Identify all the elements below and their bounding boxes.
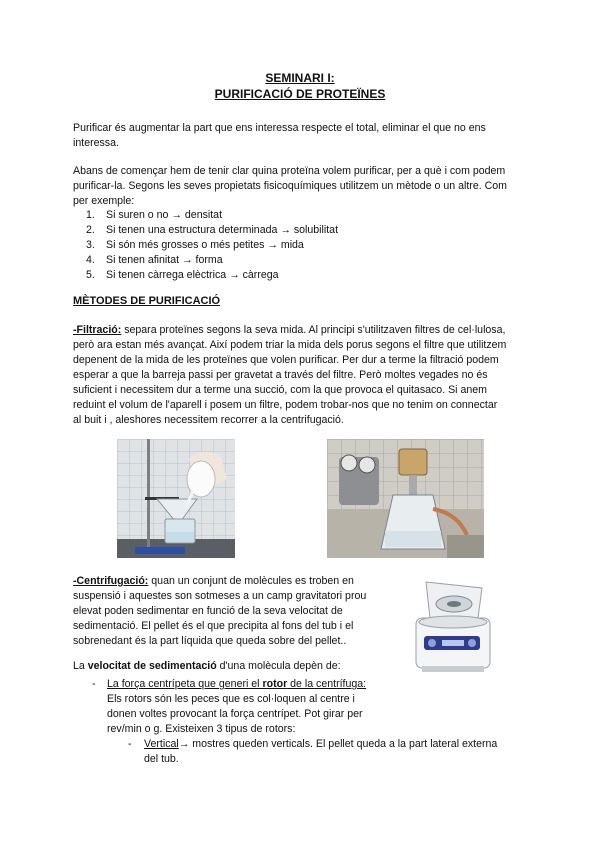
rotor-item-dash: -	[128, 738, 132, 750]
list-text: Si són més grosses o més petites → mida	[106, 239, 304, 251]
text-line: elevat poden sedimentar en funció de la seva velocitat de	[73, 605, 343, 617]
list-number: 1.	[86, 209, 95, 221]
text-line: esperar a que la barreja passi per gravetat a través del filtre. Però moltes vegades no és	[73, 369, 488, 381]
vacuum-filtration-image	[327, 439, 484, 558]
text-line: purificar-la. Segons les seves propietats fisicoquímiques utilitzem un mètode o un altre. Com	[73, 180, 507, 192]
text-line: sedimentació. El pellet és el que precipita al fons del tub i el	[73, 620, 354, 632]
text-line: al buit i , aleshores necessitem recorrer a la centrifugació.	[73, 414, 344, 426]
intro-paragraph	[73, 121, 525, 151]
text-line: del tub.	[144, 753, 179, 765]
list-item	[86, 223, 338, 238]
criteria-list	[86, 208, 338, 283]
text-line: Els rotors són les peces que es col·loquen al centre i	[107, 693, 355, 705]
text-line: depenent de la mida de les proteïnes que volen purificar. Per dur a terme la filtració podem	[73, 354, 499, 366]
text-line: però ara estan més avançat. Així podem triar la mida dels porus segons el filtre que utilitzem	[73, 339, 507, 351]
funnel-filtration-image	[117, 439, 235, 558]
context-paragraph	[73, 164, 525, 209]
list-item	[86, 253, 338, 268]
text-line: Purificar és augmentar la part que ens interessa respecte el total, eliminar el que no ens	[73, 122, 486, 134]
vacuum-filtration-photo	[327, 439, 484, 558]
list-text: Si tenen una estructura determinada → solubilitat	[106, 224, 339, 236]
text-line: sobrenedant és la part líquida que queda sobre del pellet..	[73, 635, 347, 647]
text-line: Abans de començar hem de tenir clar quina proteïna volem purificar, per a què i com podem	[73, 165, 506, 177]
text-line: rev/min o g. Existeixen 3 tipus de rotors:	[107, 723, 296, 735]
text-line: interessa.	[73, 137, 119, 149]
list-text: Si suren o no → densitat	[106, 209, 223, 221]
text-line	[144, 737, 524, 752]
list-text: Si tenen càrrega elèctrica → càrrega	[106, 269, 279, 281]
force-underlined: de la centrífuga:	[287, 678, 367, 690]
text-span: La	[73, 660, 88, 672]
list-number: 4.	[86, 254, 95, 266]
list-item	[86, 208, 338, 223]
filtration-paragraph	[73, 323, 533, 428]
text-span: → mostres queden verticals. El pellet queda a la part lateral externa	[178, 738, 498, 750]
centrifugation-paragraph	[73, 574, 403, 649]
page-title-line1: SEMINARI I:	[265, 71, 335, 85]
force-item	[107, 677, 407, 737]
rotor-item	[144, 737, 524, 767]
funnel-filtration-photo	[117, 439, 235, 558]
vertical-term: Vertical	[144, 738, 179, 750]
list-text: Si tenen afinitat → forma	[106, 254, 223, 266]
list-number: 3.	[86, 239, 95, 251]
velocity-term: velocitat de sedimentació	[87, 660, 217, 672]
term-filtracio: -Filtració:	[73, 324, 122, 336]
text-line: per exemple:	[73, 195, 135, 207]
term-centrifugacio: -Centrifugació:	[73, 575, 149, 587]
section-heading: MÈTODES DE PURIFICACIÓ	[73, 295, 221, 307]
text-span: separa proteïnes segons la seva mida. Al principi s'utilitzaven filtres de cel·lulosa,	[121, 324, 506, 336]
list-number: 5.	[86, 269, 95, 281]
text-line: suspensió i aquestes son sotmeses a un camp gravitatori prou	[73, 590, 367, 602]
text-line: suficient i necessitem dur a terme una succió, com la que provoca el quitasaco. Si anem	[73, 384, 487, 396]
text-line: donen voltes provocant la força centrípet. Pot girar per	[107, 708, 363, 720]
text-line	[73, 323, 533, 338]
text-line: reduint el volum de l'aparell i posem un filtre, podem trobar-nos que no tenim on connectar	[73, 399, 498, 411]
list-item	[86, 268, 338, 283]
force-item-dash: -	[92, 678, 96, 690]
text-span: d'una molècula depèn de:	[216, 660, 341, 672]
rotor-term: rotor	[262, 678, 288, 690]
list-item	[86, 238, 338, 253]
force-underlined: La força centrípeta que generi el	[107, 678, 263, 690]
velocity-line	[73, 659, 525, 674]
text-span: quan un conjunt de molècules es troben en	[148, 575, 354, 587]
text-line	[107, 677, 407, 692]
list-number: 2.	[86, 224, 95, 236]
text-line	[73, 574, 403, 589]
page-title-line2: PURIFICACIÓ DE PROTEÏNES	[214, 87, 386, 101]
